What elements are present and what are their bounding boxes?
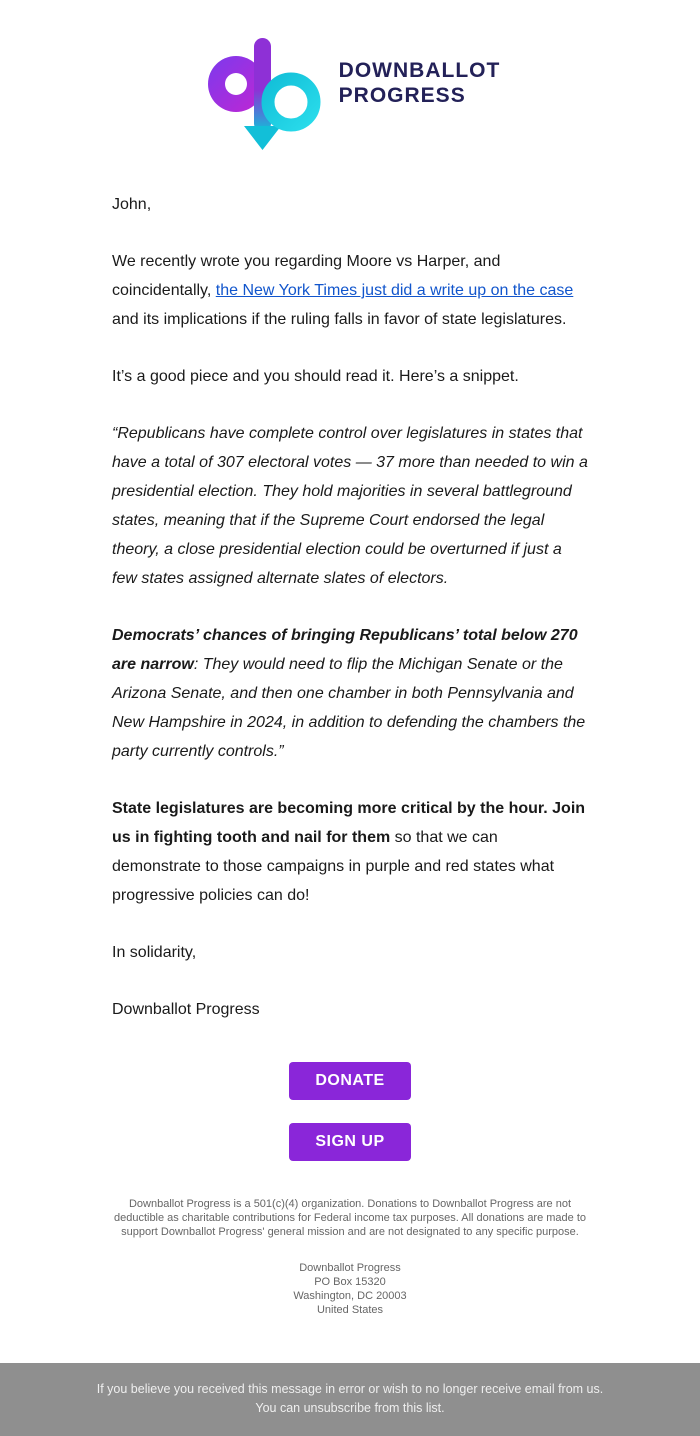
- letter-content: [0, 154, 700, 1052]
- unsubscribe-link[interactable]: unsubscribe from this list: [303, 1401, 442, 1415]
- donate-button[interactable]: DONATE: [289, 1062, 410, 1100]
- paragraph-intro-text-before: We recently wrote you regarding Moore vs Harper, and coincidentally,: [112, 253, 501, 299]
- brand-line2: PROGRESS: [338, 84, 466, 107]
- address-country: United States: [316, 1304, 384, 1316]
- signoff-line2: Downballot Progress: [112, 1001, 260, 1018]
- brand-line1: DOWNBALLOT: [338, 58, 501, 82]
- address-po-box: PO Box 15320: [314, 1276, 386, 1288]
- quote-paragraph-2-bold: Democrats’ chances of bringing Republicans’ total below 270 are narrow: [112, 627, 578, 673]
- sign-up-button[interactable]: SIGN UP: [289, 1123, 410, 1161]
- paragraph-call-to-action: [112, 794, 590, 910]
- disclaimer-text: Downballot Progress is a 501(c)(4) organization. Donations to Downballot Progress are not deductible as charitable contributions for Federal income tax purposes. All donations are made to support Downballot Progress' general mission and are not designated to any specific purpose.: [113, 1198, 587, 1238]
- quote-paragraph-1: “Republicans have complete control over legislatures in states that have a total of 307 electoral votes — 37 more than needed to win a presidential election. They hold majorities in several battleground states, meaning that if the Supreme Court endorsed the legal theory, a close presidential election could be overturned if just a few states assigned alternate slates of electors.: [112, 425, 588, 587]
- nyt-article-link[interactable]: the New York Times just did a write up on the case: [215, 282, 574, 299]
- unsubscribe-line2: [40, 1399, 660, 1418]
- header-logo-row: [0, 0, 700, 154]
- unsubscribe-band: [0, 1363, 700, 1436]
- address-org: Downballot Progress: [299, 1262, 401, 1274]
- quote-paragraph-2: [112, 621, 590, 766]
- paragraph-call-to-action-rest: so that we can demonstrate to those campaigns in purple and red states what progressive policies can do!: [112, 829, 555, 904]
- signoff-line1: In solidarity,: [112, 944, 197, 961]
- brand-name: [339, 58, 501, 108]
- paragraph-intro: [112, 247, 590, 334]
- paragraph-intro-text-after: and its implications if the ruling falls in favor of state legislatures.: [112, 311, 567, 328]
- paragraph-call-to-action-bold: State legislatures are becoming more critical by the hour. Join us in fighting tooth and nail for them: [112, 800, 586, 846]
- address-city: Washington, DC 20003: [293, 1290, 407, 1302]
- unsubscribe-line2-after: .: [441, 1401, 445, 1415]
- unsubscribe-line2-before: You can: [255, 1401, 304, 1415]
- downballot-progress-logo-icon: [200, 32, 325, 154]
- mailing-address: [293, 1261, 406, 1317]
- quote-paragraph-2-rest: : They would need to flip the Michigan Senate or the Arizona Senate, and then one chamber in both Pennsylvania and New Hampshire in 2024, in addition to defending the chambers the party currently controls.”: [112, 656, 586, 760]
- paragraph-snippet-lead: It’s a good piece and you should read it. Here’s a snippet.: [112, 368, 519, 385]
- greeting: John,: [112, 196, 152, 213]
- cta-buttons: [0, 1062, 700, 1161]
- spacer: [0, 1317, 700, 1363]
- unsubscribe-line1: If you believe you received this message in error or wish to no longer receive email from us.: [96, 1382, 604, 1396]
